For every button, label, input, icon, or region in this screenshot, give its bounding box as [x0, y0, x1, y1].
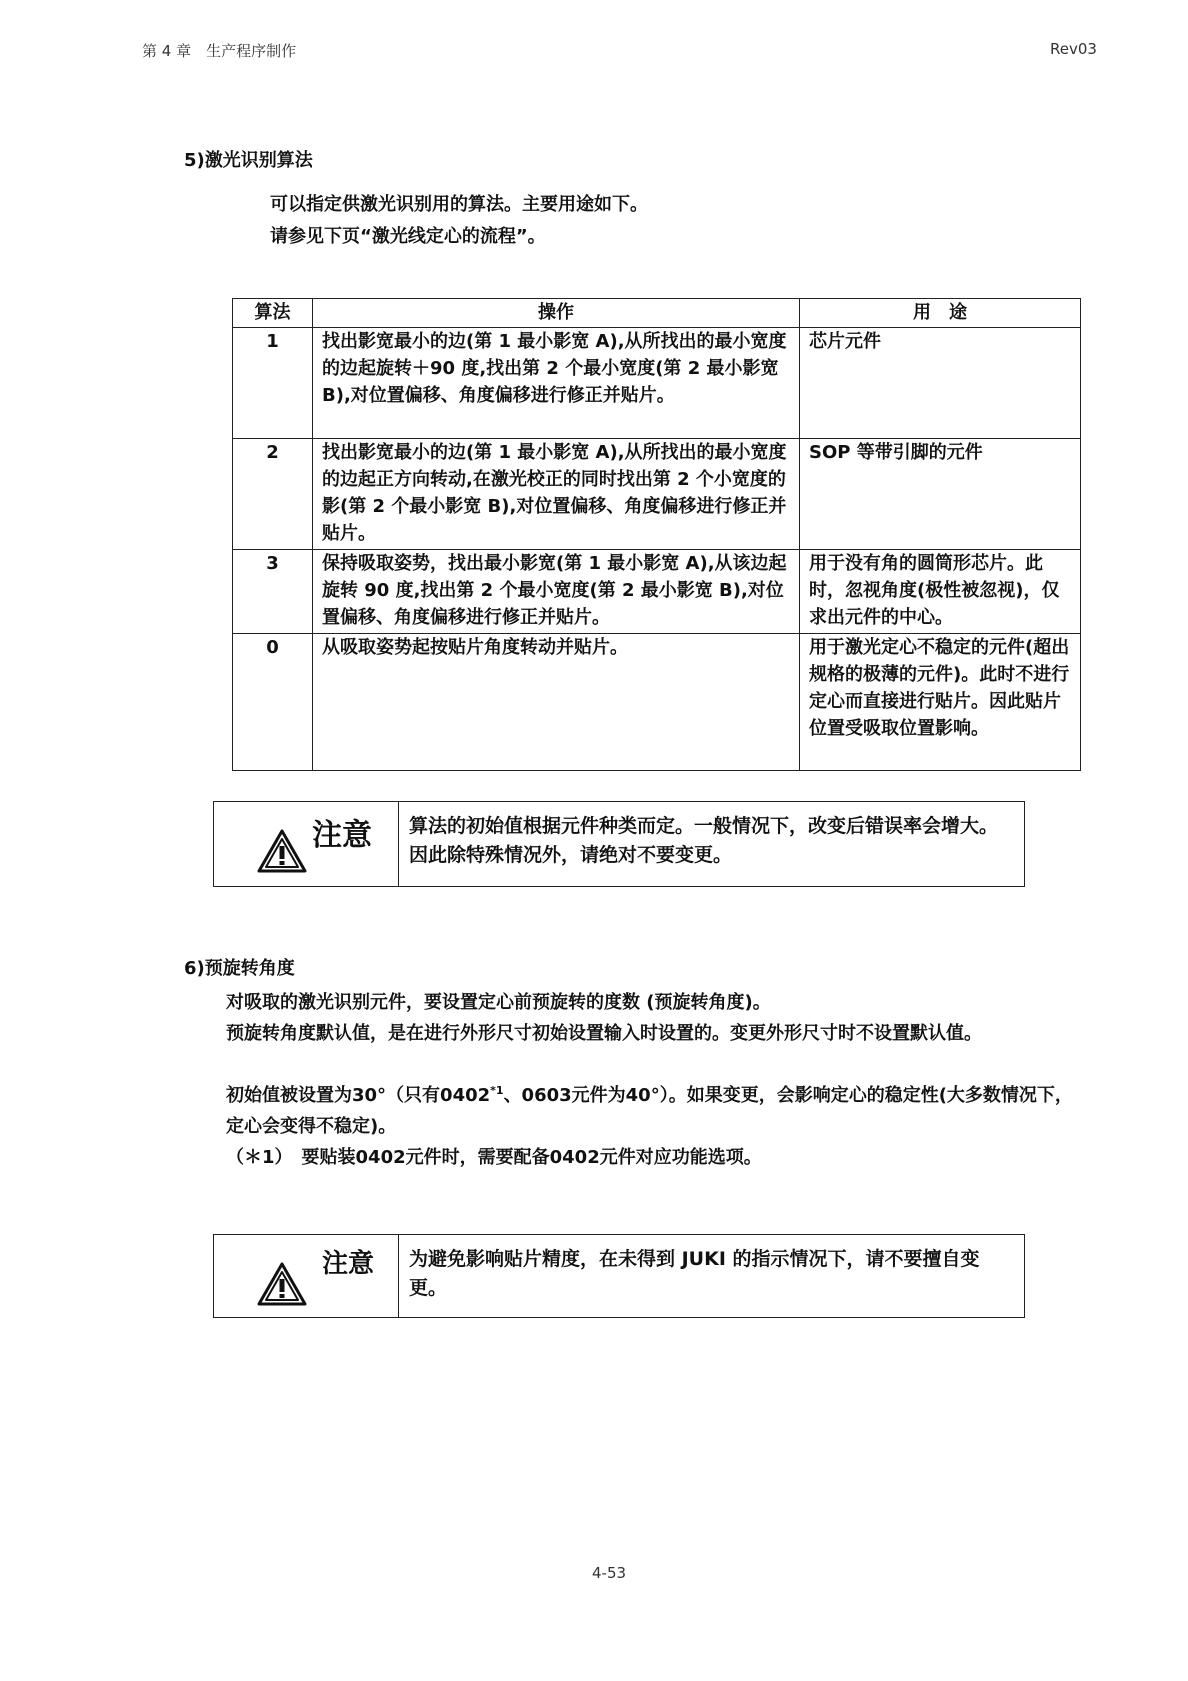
section-5-title: 5)激光识别算法	[184, 150, 313, 171]
warning-triangle-icon	[256, 828, 308, 874]
operation-cell: 保持吸取姿势，找出最小影宽(第 1 最小影宽 A),从该边起旋转 90 度,找出第 2 个最小宽度(第 2 最小影宽 B),对位置偏移、角度偏移进行修正并贴片。	[313, 550, 800, 634]
section-6-title: 6)预旋转角度	[184, 958, 295, 979]
caution-label-area	[214, 1235, 399, 1317]
algorithm-number: 2	[233, 439, 313, 550]
header-algorithm: 算法	[233, 299, 313, 328]
header-operation: 操作	[313, 299, 800, 328]
table-row	[233, 634, 1081, 771]
warning-triangle-icon	[256, 1261, 308, 1307]
section-6-para-3	[226, 1080, 1086, 1142]
algorithm-number: 3	[233, 550, 313, 634]
caution-label-area	[214, 802, 399, 886]
section-5-intro-1: 可以指定供激光识别用的算法。主要用途如下。	[270, 194, 648, 215]
table-row	[233, 328, 1081, 439]
caution-label: 注意	[322, 1249, 375, 1279]
algorithm-table	[232, 298, 1081, 771]
chapter-header: 第 4 章 生产程序制作	[142, 42, 297, 60]
table-row	[233, 439, 1081, 550]
algorithm-number: 1	[233, 328, 313, 439]
use-cell: 芯片元件	[800, 328, 1081, 439]
section-5-intro-2: 请参见下页“激光线定心的流程”。	[270, 226, 546, 247]
section-6-para-2: 预旋转角度默认值，是在进行外形尺寸初始设置输入时设置的。变更外形尺寸时不设置默认值。	[226, 1023, 982, 1044]
section-6-para-3-end: 、0603元件为40°）。如果变更，会影响定心的稳定性(大多数情况下，定心会变得不稳定)。	[226, 1085, 1073, 1137]
footnote: （＊1） 要贴装0402元件时，需要配备0402元件对应功能选项。	[226, 1147, 762, 1168]
footnote-marker: *1	[490, 1084, 504, 1097]
operation-cell: 找出影宽最小的边(第 1 最小影宽 A),从所找出的最小宽度的边起正方向转动,在激光校正的同时找出第 2 个小宽度的影(第 2 个最小影宽 B),对位置偏移、角度偏移进行修正并贴片。	[313, 439, 800, 550]
operation-cell: 从吸取姿势起按贴片角度转动并贴片。	[313, 634, 800, 771]
header-use: 用 途	[800, 299, 1081, 328]
operation-cell: 找出影宽最小的边(第 1 最小影宽 A),从所找出的最小宽度的边起旋转＋90 度,找出第 2 个最小宽度(第 2 最小影宽 B),对位置偏移、角度偏移进行修正并贴片。	[313, 328, 800, 439]
section-6-para-1: 对吸取的激光识别元件，要设置定心前预旋转的度数 (预旋转角度)。	[226, 992, 771, 1013]
algorithm-number: 0	[233, 634, 313, 771]
table-row	[233, 550, 1081, 634]
caution-label: 注意	[312, 818, 372, 853]
page-number: 4-53	[592, 1564, 627, 1582]
caution-text: 为避免影响贴片精度，在未得到 JUKI 的指示情况下，请不要擅自变更。	[409, 1248, 980, 1299]
table-header-row	[233, 299, 1081, 328]
caution-text: 算法的初始值根据元件种类而定。一般情况下，改变后错误率会增大。因此除特殊情况外，请绝对不要变更。	[409, 815, 999, 866]
use-cell: 用于激光定心不稳定的元件(超出规格的极薄的元件)。此时不进行定心而直接进行贴片。因此贴片位置受吸取位置影响。	[800, 634, 1081, 771]
use-cell: 用于没有角的圆筒形芯片。此时，忽视角度(极性被忽视)，仅求出元件的中心。	[800, 550, 1081, 634]
caution-box-algorithm	[213, 801, 1025, 887]
caution-box-rotation	[213, 1234, 1025, 1318]
revision-label: Rev03	[1050, 40, 1097, 58]
use-cell: SOP 等带引脚的元件	[800, 439, 1081, 550]
section-6-para-3-start: 初始值被设置为30°（只有0402	[226, 1085, 491, 1106]
